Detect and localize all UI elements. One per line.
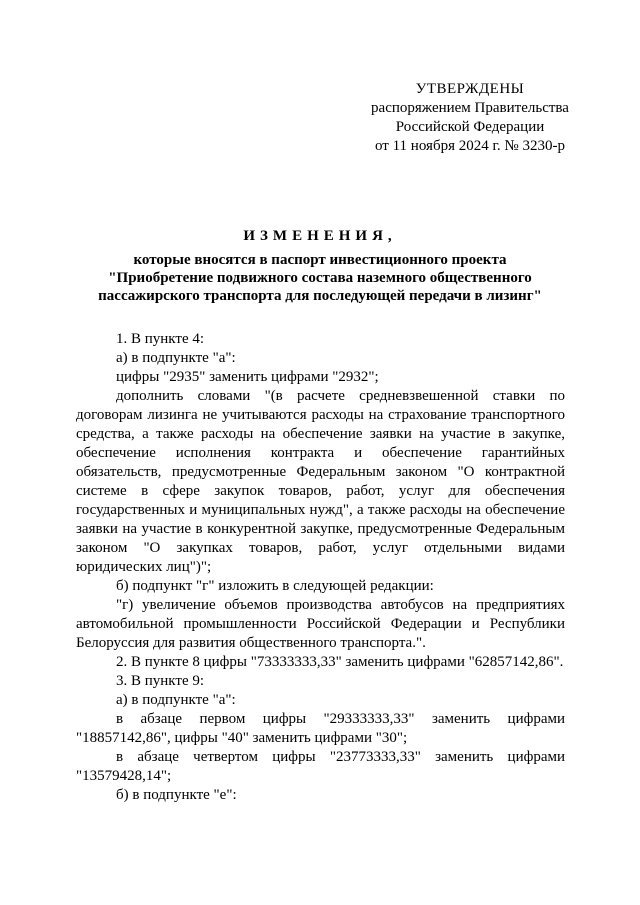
paragraph-first-para-change: в абзаце первом цифры "29333333,33" заменить цифрами "18857142,86", цифры "40" заменить цифрами "30"; (76, 711, 565, 746)
approval-line-government: Российской Федерации (395, 119, 545, 135)
paragraph-add-words: дополнить словами "(в расчете средневзвешенной ставки по договорам лизинга не учитываются расходы на страхование транспортного средства, а также расходы на обеспечение заявки на участие в закупке, обеспечение исполнения контракта и обеспечение гарантийных обязательств, предусмотренные Федеральным законом "О контрактной системе в сфере закупок товаров, работ, услуг для обеспечения государственных и муниципальных нужд", а также расходы на обеспечение заявки на участие в конкурентной закупке, предусмотренные Федеральным законом "О закупках товаров, работ, услуг отдельными видами юридических лиц")"; (76, 388, 565, 575)
paragraph-item-3-subitem-e: б) в подпункте "е": (116, 787, 237, 803)
paragraph-item-3-subitem-a: а) в подпункте "а": (116, 692, 236, 708)
approval-line-date: от 11 ноября 2024 г. № 3230-р (375, 138, 565, 154)
paragraph-fourth-para-change: в абзаце четвертом цифры "23773333,33" заменить цифрами "13579428,14"; (76, 749, 565, 784)
approval-heading: УТВЕРЖДЕНЫ (415, 81, 525, 97)
subtitle-line-3: пассажирского транспорта для последующей передачи в лизинг" (98, 288, 542, 304)
document-body (76, 330, 565, 805)
approval-block (330, 80, 610, 156)
document-subtitle (60, 251, 580, 305)
paragraph-item-2: 2. В пункте 8 цифры "73333333,33" заменить цифрами "62857142,86". (116, 654, 564, 670)
paragraph-new-wording: "г) увеличение объемов производства автобусов на предприятиях автомобильной промышленности Российской Федерации и Республики Белоруссия для развития общественного транспорта.". (76, 597, 565, 651)
paragraph-subitem-a: а) в подпункте "а": (116, 350, 236, 366)
approval-line-order: распоряжением Правительства (371, 100, 569, 116)
document-heading: ИЗМЕНЕНИЯ, (243, 228, 397, 244)
subtitle-line-1: которые вносятся в паспорт инвестиционного проекта (133, 252, 507, 268)
paragraph-item-1: 1. В пункте 4: (116, 331, 205, 347)
paragraph-subitem-b: б) подпункт "г" изложить в следующей редакции: (116, 578, 434, 594)
paragraph-item-3: 3. В пункте 9: (116, 673, 205, 689)
subtitle-line-2: "Приобретение подвижного состава наземного общественного (108, 270, 532, 286)
paragraph-replace-digits: цифры "2935" заменить цифрами "2932"; (116, 369, 379, 385)
